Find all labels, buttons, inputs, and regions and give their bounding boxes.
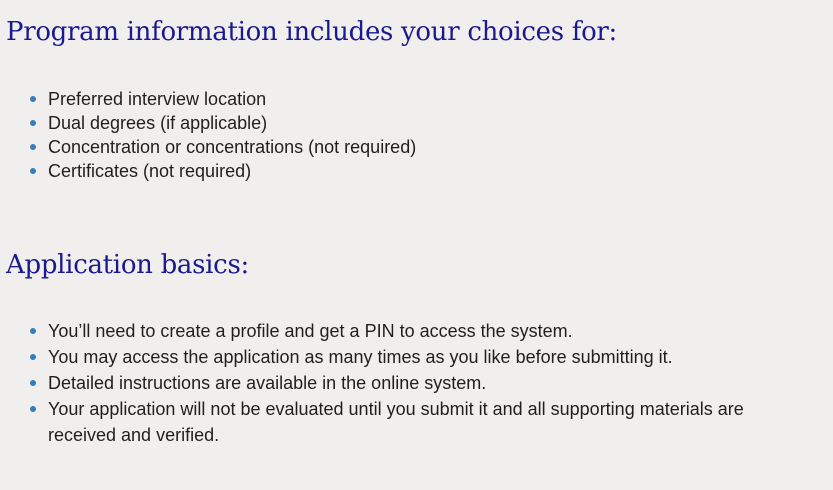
application-basics-heading: Application basics: xyxy=(6,250,249,280)
list-item-text: Your application will not be evaluated until you submit it and all supporting materials are received and verified. xyxy=(48,399,744,445)
bullet-icon xyxy=(30,328,36,334)
program-info-heading: Program information includes your choices for: xyxy=(6,17,618,47)
list-item xyxy=(30,135,790,159)
list-item-text: Certificates (not required) xyxy=(48,161,252,181)
list-item xyxy=(30,396,810,448)
list-item-text: Detailed instructions are available in the online system. xyxy=(48,373,487,393)
bullet-icon xyxy=(30,96,36,102)
list-item xyxy=(30,344,810,370)
list-item xyxy=(30,159,790,183)
program-choices-list xyxy=(30,87,790,183)
list-item-text: You’ll need to create a profile and get a PIN to access the system. xyxy=(48,321,573,341)
bullet-icon xyxy=(30,144,36,150)
bullet-icon xyxy=(30,380,36,386)
list-item-text: Dual degrees (if applicable) xyxy=(48,113,268,133)
application-basics-list xyxy=(30,318,810,448)
list-item xyxy=(30,318,810,344)
list-item xyxy=(30,111,790,135)
bullet-icon xyxy=(30,120,36,126)
bullet-icon xyxy=(30,354,36,360)
bullet-icon xyxy=(30,168,36,174)
list-item-text: Preferred interview location xyxy=(48,89,267,109)
list-item-text: You may access the application as many times as you like before submitting it. xyxy=(48,347,673,367)
list-item xyxy=(30,370,810,396)
list-item xyxy=(30,87,790,111)
bullet-icon xyxy=(30,406,36,412)
list-item-text: Concentration or concentrations (not required) xyxy=(48,137,417,157)
